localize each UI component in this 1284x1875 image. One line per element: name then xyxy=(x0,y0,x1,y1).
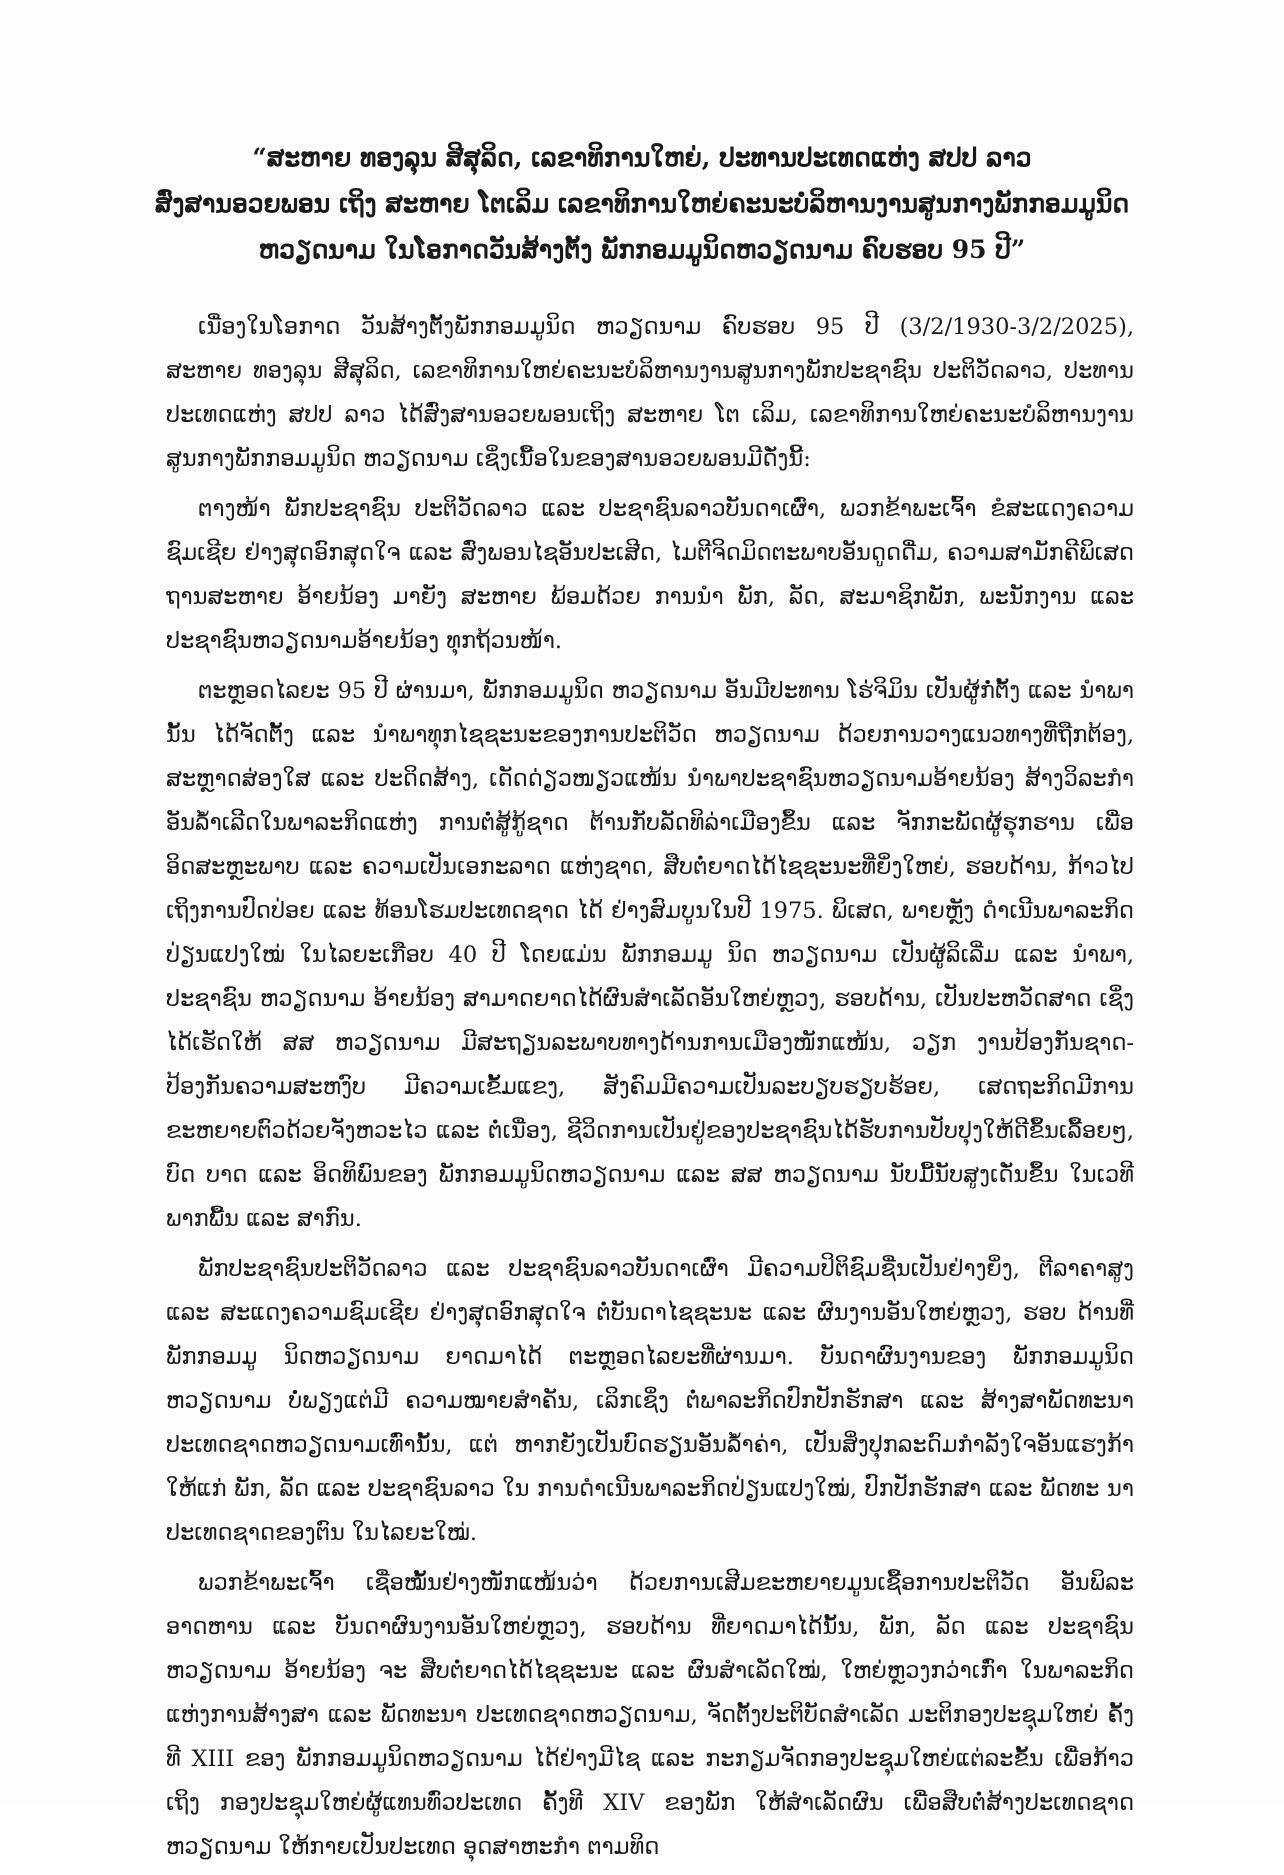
paragraph: ພັກປະຊາຊົນປະຕິວັດລາວ ແລະ ປະຊາຊົນລາວບັນດາເຜົ່າ ມີຄວາມປິຕິຊົມຊື່ນເປັນຢ່າງຍິ່ງ, ຕີລາຄາສູງ ແລະ ສະແດງຄວາມຊົມເຊີຍ ຢ່າງສຸດອົກສຸດໃຈ ຕໍ່ບັນດາໄຊຊະນະ ແລະ ຜົນງານອັນໃຫຍ່ຫຼວງ, ຮອບ ດ້ານທີ່ ພັກກອມມູ ນິດຫວຽດນາມ ຍາດມາໄດ້ ຕະຫຼອດໄລຍະທີ່ຜ່ານມາ. ບັນດາຜົນງານຂອງ ພັກກອມມູນິດຫວຽດນາມ ບໍ່ພຽງແຕ່ມີ ຄວາມໝາຍສຳຄັນ, ເລິກເຊິ່ງ ຕໍ່ພາລະກິດປົກປັກຮັກສາ ແລະ ສ້າງສາພັດທະນາປະເທດຊາດຫວຽດນາມເທົ່ານັ້ນ, ແຕ່ ຫາກຍັງເປັນບົດຮຽນອັນລ້ຳຄ່າ, ເປັນສິ່ງປຸກລະດົມກຳລັງໃຈອັນແຮງກ້າໃຫ້ແກ່ ພັກ, ລັດ ແລະ ປະຊາຊົນລາວ ໃນ ການດຳເນີນພາລະກິດປ່ຽນແປງໃໝ່, ປົກປັກຮັກສາ ແລະ ພັດທະ ນາປະເທດຊາດຂອງຕົນ ໃນໄລຍະໃໝ່. xyxy=(166,1256,1134,1546)
paragraph: ເນື່ອງໃນໂອກາດ ວັນສ້າງຕັ້ງພັກກອມມູນິດ ຫວຽດນາມ ຄົບຮອບ 95 ປີ (3/2/1930-3/2/2025), ສະຫາຍ ທອງລຸນ ສີສຸລິດ, ເລຂາທິການໃຫຍ່ຄະນະບໍລິຫານງານສູນກາງພັກປະຊາຊົນ ປະຕິວັດລາວ, ປະທານປະເທດແຫ່ງ ສປປ ລາວ ໄດ້ສົ່ງສານອວຍພອນເຖິງ ສະຫາຍ ໂຕ ເລິມ, ເລຂາທິການໃຫຍ່ຄະນະບໍລິຫານງານສູນກາງພັກກອມມູນິດ ຫວຽດນາມ ເຊິ່ງເນື້ອໃນຂອງສານອວຍພອນມີດັ່ງນີ້: xyxy=(166,314,1134,472)
title-line: ຫວຽດນາມ ໃນໂອກາດວັນສ້າງຕັ້ງ ພັກກອມມູນິດຫວຽດນາມ ຄົບຮອບ 95 ປີ” xyxy=(258,235,1026,264)
paragraph: ພວກຂ້າພະເຈົ້າ ເຊື່ອໝັ້ນຢ່າງໜັກແໜ້ນວ່າ ດ້ວຍການເສີມຂະຫຍາຍມູນເຊື້ອການປະຕິວັດ ອັນພິລະອາດຫານ ແລະ ບັນດາຜົນງານອັນໃຫຍ່ຫຼວງ, ຮອບດ້ານ ທີ່ຍາດມາໄດ້ນັ້ນ, ພັກ, ລັດ ແລະ ປະຊາຊົນຫວຽດນາມ ອ້າຍນ້ອງ ຈະ ສືບຕໍ່ຍາດໄດ້ໄຊຊະນະ ແລະ ຜົນສຳເລັດໃໝ່, ໃຫຍ່ຫຼວງກວ່າເກົ່າ ໃນພາລະກິດແຫ່ງການສ້າງສາ ແລະ ພັດທະນາ ປະເທດຊາດຫວຽດນາມ, ຈັດຕັ້ງປະຕິບັດສຳເລັດ ມະຕິກອງປະຊຸມໃຫຍ່ ຄັ້ງທີ XIII ຂອງ ພັກກອມມູນິດຫວຽດນາມ ໄດ້ຢ່າງມີໄຊ ແລະ ກະກຽມຈັດກອງປະຊຸມໃຫຍ່ແຕ່ລະຂັ້ນ ເພື່ອກ້າວເຖິງ ກອງປະຊຸມໃຫຍ່ຜູ້ແທນທົ່ວປະເທດ ຄັ້ງທີ XIV ຂອງພັກ ໃຫ້ສຳເລັດຜົນ ເພື່ອສືບຕໍ່ສ້າງປະເທດຊາດຫວຽດນາມ ໃຫ້ກາຍເປັນປະເທດ ອຸດສາຫະກຳ ຕາມທິດ xyxy=(166,1570,1134,1860)
paragraph: ຕາງໜ້າ ພັກປະຊາຊົນ ປະຕິວັດລາວ ແລະ ປະຊາຊົນລາວບັນດາເຜົ່າ, ພວກຂ້າພະເຈົ້າ ຂໍສະແດງຄວາມຊົມເຊີຍ ຢ່າງສຸດອົກສຸດໃຈ ແລະ ສົ່ງພອນໄຊອັນປະເສີດ, ໄມຕີຈິດມິດຕະພາບອັນດູດດື່ມ, ຄວາມສາມັກຄີພິເສດ ຖານສະຫາຍ ອ້າຍນ້ອງ ມາຍັງ ສະຫາຍ ພ້ອມດ້ວຍ ການນຳ ພັກ, ລັດ, ສະມາຊິກພັກ, ພະນັກງານ ແລະ ປະຊາຊົນຫວຽດນາມອ້າຍນ້ອງ ທຸກຖ້ວນໜ້າ. xyxy=(166,496,1134,654)
document-body xyxy=(166,305,1134,1875)
title-line: “ສະຫາຍ ທອງລຸນ ສີສຸລິດ, ເລຂາທິການໃຫຍ່, ປະທານປະເທດແຫ່ງ ສປປ ລາວ xyxy=(252,143,1032,172)
document-title xyxy=(150,135,1134,273)
paragraph: ຕະຫຼອດໄລຍະ 95 ປີ ຜ່ານມາ, ພັກກອມມູນິດ ຫວຽດນາມ ອັນມີປະທານ ໂຮ່ຈິມິນ ເປັນຜູ້ກໍ່ຕັ້ງ ແລະ ນຳພານັ້ນ ໄດ້ຈັດຕັ້ງ ແລະ ນຳພາທຸກໄຊຊະນະຂອງການປະຕິວັດ ຫວຽດນາມ ດ້ວຍການວາງແນວທາງທີ່ຖືກຕ້ອງ, ສະຫຼາດສ່ອງໃສ ແລະ ປະດິດສ້າງ, ເດັດດ່ຽວໜຽວແໜ້ນ ນຳພາປະຊາຊົນຫວຽດນາມອ້າຍນ້ອງ ສ້າງວິລະກຳອັນລ້ຳເລີດໃນພາລະກິດແຫ່ງ ການຕໍ່ສູ້ກູ້ຊາດ ຕ້ານກັບລັດທິລ່າເມືອງຂຶ້ນ ແລະ ຈັກກະພັດຜູ້ຮຸກຮານ ເພື່ອອິດສະຫຼະພາບ ແລະ ຄວາມເປັນເອກະລາດ ແຫ່ງຊາດ, ສືບຕໍ່ຍາດໄດ້ໄຊຊະນະທີ່ຍິ່ງໃຫຍ່, ຮອບດ້ານ, ກ້າວໄປເຖິງການປົດປ່ອຍ ແລະ ທ້ອນໂຮມປະເທດຊາດ ໄດ້ ຢ່າງສົມບູນໃນປີ 1975. ພິເສດ, ພາຍຫຼັງ ດຳເນີນພາລະກິດປ່ຽນແປງໃໝ່ ໃນໄລຍະເກືອບ 40 ປີ ໂດຍແມ່ນ ພັກກອມມູ ນິດ ຫວຽດນາມ ເປັນຜູ້ລິເລີ່ມ ແລະ ນຳພາ, ປະຊາຊົນ ຫວຽດນາມ ອ້າຍນ້ອງ ສາມາດຍາດໄດ້ຜົນສຳເລັດອັນໃຫຍ່ຫຼວງ, ຮອບດ້ານ, ເປັນປະຫວັດສາດ ເຊິ່ງໄດ້ເຮັດໃຫ້ ສສ ຫວຽດນາມ ມີສະຖຽນລະພາບທາງດ້ານການເມືອງໜັກແໜ້ນ, ວຽກ ງານປ້ອງກັນຊາດ-ປ້ອງກັນຄວາມສະຫງົບ ມີຄວາມເຂັ້ມແຂງ, ສັງຄົມມີຄວາມເປັນລະບຽບຮຽບຮ້ອຍ, ເສດຖະກິດມີການ ຂະຫຍາຍຕົວດ້ວຍຈັງຫວະໄວ ແລະ ຕໍ່ເນື່ອງ, ຊີວິດການເປັນຢູ່ຂອງປະຊາຊົນໄດ້ຮັບການປັບປຸງໃຫ້ດີຂຶ້ນເລື້ອຍໆ, ບົດ ບາດ ແລະ ອິດທິພົນຂອງ ພັກກອມມູນິດຫວຽດນາມ ແລະ ສສ ຫວຽດນາມ ນັບມື້ນັບສູງເດັ່ນຂຶ້ນ ໃນເວທີພາກພື້ນ ແລະ ສາກົນ. xyxy=(166,678,1134,1232)
title-line: ສົ່ງສານອວຍພອນ ເຖິງ ສະຫາຍ ໂຕເລິມ ເລຂາທິການໃຫຍ່ຄະນະບໍລິຫານງານສູນກາງພັກກອມມູນິດ xyxy=(154,189,1130,218)
